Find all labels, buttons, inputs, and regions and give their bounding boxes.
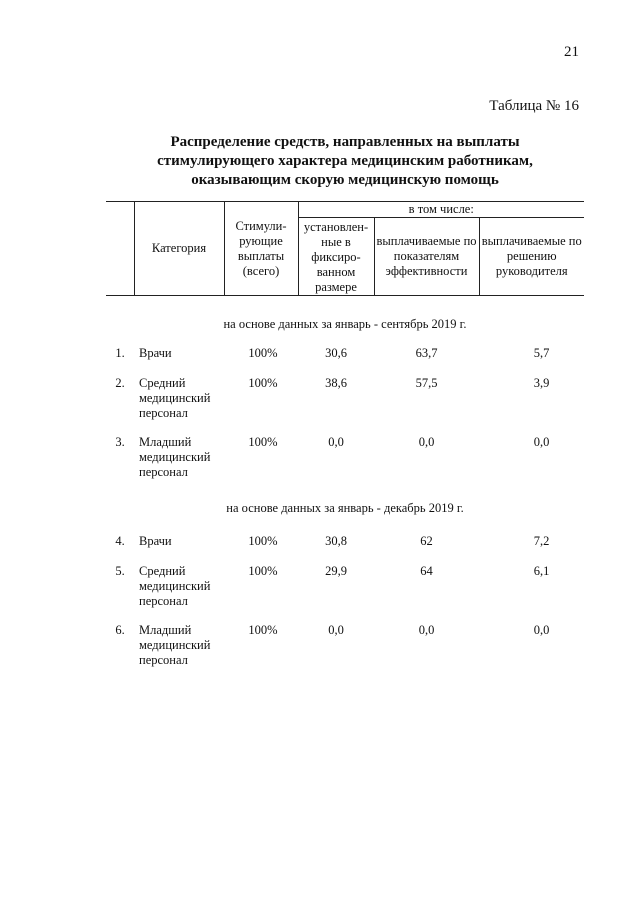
row-number: 3. — [115, 435, 125, 449]
table-row — [106, 550, 584, 609]
row-fixed: 30,6 — [325, 346, 347, 360]
row-number: 4. — [115, 534, 125, 548]
row-total: 100% — [248, 564, 278, 578]
row-number: 2. — [115, 376, 125, 390]
row-manager: 7,2 — [533, 534, 550, 548]
row-total: 100% — [248, 534, 278, 548]
row-efficiency: 63,7 — [415, 346, 438, 360]
row-number: 1. — [115, 346, 125, 360]
row-number: 6. — [115, 623, 125, 637]
row-fixed: 0,0 — [328, 435, 344, 449]
row-total: 100% — [248, 376, 278, 390]
row-efficiency: 0,0 — [418, 623, 435, 637]
row-manager: 0,0 — [533, 623, 550, 637]
row-category: Младший медицинский персонал — [139, 623, 211, 667]
header-category: Категория — [134, 202, 224, 296]
section-row — [106, 480, 584, 516]
page-number: 21 — [564, 44, 579, 60]
row-manager: 6,1 — [533, 564, 550, 578]
table-label: Таблица № 16 — [489, 98, 579, 114]
row-fixed: 30,8 — [325, 534, 347, 548]
row-fixed: 29,9 — [325, 564, 347, 578]
row-manager: 0,0 — [533, 435, 550, 449]
section-label: на основе данных за январь - сентябрь 2019 г. — [223, 317, 467, 331]
row-manager: 3,9 — [533, 376, 550, 390]
table-row — [106, 421, 584, 480]
distribution-table — [106, 201, 584, 668]
header-efficiency: выплачиваемые по показателям эффективности — [374, 218, 479, 296]
row-efficiency: 64 — [420, 564, 433, 578]
row-manager: 5,7 — [533, 346, 550, 360]
row-fixed: 0,0 — [328, 623, 344, 637]
row-number: 5. — [115, 564, 125, 578]
row-category: Врачи — [139, 346, 172, 360]
section-label: на основе данных за январь - декабрь 2019 г. — [226, 501, 464, 515]
table-row — [106, 332, 584, 362]
table-row — [106, 516, 584, 550]
header-including: в том числе: — [298, 202, 584, 218]
table-body — [106, 296, 584, 669]
table-row — [106, 609, 584, 668]
row-category: Средний медицинский персонал — [139, 564, 211, 608]
row-efficiency: 57,5 — [415, 376, 438, 390]
row-efficiency: 0,0 — [418, 435, 435, 449]
row-total: 100% — [248, 623, 278, 637]
table-row — [106, 362, 584, 421]
row-efficiency: 62 — [420, 534, 433, 548]
row-category: Младший медицинский персонал — [139, 435, 211, 479]
header-number — [106, 202, 134, 296]
row-total: 100% — [248, 346, 278, 360]
row-fixed: 38,6 — [325, 376, 347, 390]
header-fixed: установлен-ные в фиксиро-ванном размере — [298, 218, 374, 296]
row-category: Врачи — [139, 534, 172, 548]
document-title: Распределение средств, направленных на выплаты стимулирующего характера медицинским работникам, оказывающим скорую медицинскую помощь — [157, 134, 533, 188]
header-total: Стимули-рующие выплаты (всего) — [224, 202, 298, 296]
row-total: 100% — [248, 435, 278, 449]
header-manager: выплачиваемые по решению руководителя — [479, 218, 584, 296]
section-row — [106, 296, 584, 333]
row-category: Средний медицинский персонал — [139, 376, 211, 420]
